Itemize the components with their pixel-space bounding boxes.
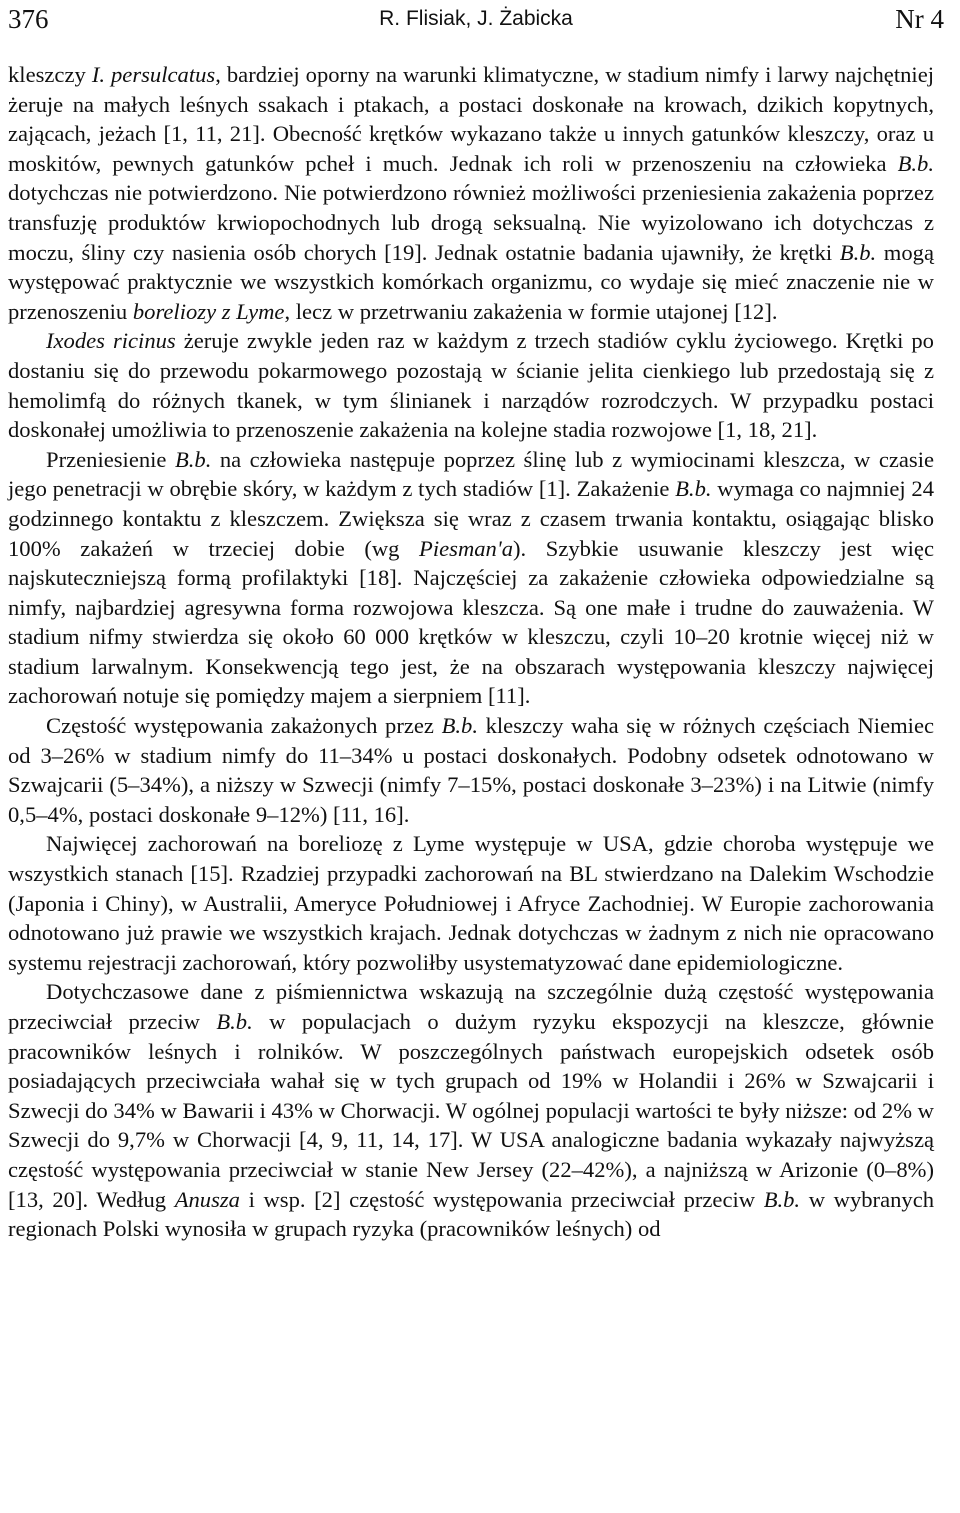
paragraph-p1 [8, 60, 934, 326]
text-run: i wsp. [2] częstość występowania przeciwciał przeciw [239, 1186, 764, 1212]
italic-term: Piesman'a [419, 535, 513, 561]
italic-term: B.b. [675, 476, 712, 502]
italic-term: B.b. [839, 239, 877, 265]
text-run: w wybranych regionach Polski wynosiła w grupach ryzyka (pracowników leśnych) od [8, 1186, 935, 1242]
text-run: Dotychczasowe dane z piśmiennictwa wskazują na szczególnie dużą częstość występowania przeciwciał przeciw [8, 979, 934, 1034]
issue-number: Nr 4 [895, 4, 944, 34]
italic-term: Ixodes ricinus [46, 328, 176, 354]
text-run: Przeniesienie [46, 446, 175, 472]
paragraph-p6 [8, 977, 934, 1243]
text-run: ). Szybkie usuwanie kleszczy jest więc najskuteczniejszą formą profilaktyki [18]. Najczęściej za zakażenie człowieka odpowiedzialne są nimfy, najbardziej agresywna forma rozwojowa kleszcza. Są one małe i trudne do zauważenia. W stadium nifmy stwierdza się około 60 000 krętków w kleszczu, czyli 10–20 krotnie więcej niż w stadium larwalnym. Konsekwencją tego jest, że na obszarach występowania kleszczy najwięcej zachorowań notuje się pomiędzy majem a sierpniem [11]. [8, 535, 934, 709]
italic-term: B.b. [216, 1009, 253, 1034]
paragraph-p3 [8, 445, 934, 711]
italic-term: B.b. [174, 446, 212, 472]
italic-term: B.b. [763, 1186, 801, 1212]
running-authors: R. Flisiak, J. Żabicka [379, 7, 573, 30]
text-run: na człowieka następuje poprzez ślinę lub z wymiocinami kleszcza, w czasie jego penetracji w obrębie skóry, w każdym z tych stadiów [1]. Zakażenie [8, 446, 934, 502]
article-body [8, 60, 934, 1244]
text-run: mogą występować praktycznie we wszystkich komórkach organizmu, co wydaje się mieć znaczenie nie w przenoszeniu [8, 239, 934, 324]
paragraph-p4 [8, 711, 934, 829]
running-header [8, 2, 944, 36]
text-run: Częstość występowania zakażonych przez [46, 713, 442, 739]
text-run: kleszczy [8, 62, 92, 87]
text-run: kleszczy waha się w różnych częściach Niemiec od 3–26% w stadium nimfy do 11–34% u postaci doskonałych. Podobny odsetek odnotowano w Szwajcarii (5–34%), a niższy w Szwecji (nimfy 7–15%, postaci doskonałe 3–23%) i na Litwie (nimfy 0,5–4%, postaci doskonałe 9–12%) [11, 16]. [8, 713, 934, 827]
text-run: wymaga co najmniej 24 godzinnego kontaktu z kleszczem. Zwiększa się wraz z czasem trwania kontaktu, osiągając blisko 100% zakażeń w trzeciej dobie (wg [8, 476, 934, 561]
italic-term: B.b. [441, 713, 478, 739]
italic-term: boreliozy z Lyme [132, 298, 285, 324]
text-run: żeruje zwykle jeden raz w każdym z trzech stadiów cyklu życiowego. Krętki po dostaniu się do przewodu pokarmowego pozostają w ścianie jelita cienkiego lub przedostają się z hemolimfą do różnych tkanek, w tym ślinianek i narządów rozrodczych. W przypadku postaci doskonałej umożliwia to przenoszenie zakażenia na kolejne stadia rozwojowe [1, 18, 21]. [8, 328, 934, 443]
paragraph-p2 [8, 326, 934, 444]
paragraph-p5 [8, 829, 934, 977]
page-number: 376 [8, 4, 49, 34]
italic-term: B.b. [897, 150, 934, 176]
text-run: , lecz w przetrwaniu zakażenia w formie utajonej [12]. [284, 298, 778, 324]
italic-term: I. persulcatus [91, 62, 216, 87]
text-run: w populacjach o dużym ryzyku ekspozycji na kleszcze, głównie pracowników leśnych i rolników. W poszczególnych państwach europejskich odsetek osób posiadających przeciwciała wahał się w tych grupach od 19% w Holandii i 26% w Szwajcarii i Szwecji do 34% w Bawarii i 43% w Chorwacji. W ogólnej populacji wartości te były niższe: od 2% w Szwecji do 9,7% w Chorwacji [4, 9, 11, 14, 17]. W USA analogiczne badania wykazały najwyższą częstość występowania przeciwciał w stanie New Jersey (22–42%), a najniższą w Arizonie (0–8%) [13, 20]. Według [8, 1009, 934, 1212]
italic-term: Anusza [174, 1186, 240, 1212]
text-run: , bardziej oporny na warunki klimatyczne, w stadium nimfy i larwy najchętniej żeruje na małych leśnych ssakach i ptakach, a postaci doskonałe na krowach, dzikich kopytnych, zającach, jeżach [1, 11, 21]. Obecność krętków wykazano także u innych gatunków kleszczy, oraz u moskitów, pewnych gatunków pcheł i much. Jednak ich roli w przenoszeniu na człowieka [8, 62, 934, 176]
text-run: Najwięcej zachorowań na boreliozę z Lyme występuje w USA, gdzie choroba występuje we wszystkich stanach [15]. Rzadziej przypadki zachorowań na BL stwierdzano na Dalekim Wschodzie (Japonia i Chiny), w Australii, Ameryce Południowej i Afryce Zachodniej. W Europie zachorowania odnotowano już prawie we wszystkich krajach. Jednak dotychczas w żadnym z nich nie opracowano systemu rejestracji zachorowań, który pozwoliłby usystematyzować dane epidemiologiczne. [8, 831, 934, 975]
text-run: dotychczas nie potwierdzono. Nie potwierdzono również możliwości przeniesienia zakażenia poprzez transfuzję produktów krwiopochodnych lub drogą seksualną. Nie wyizolowano ich dotychczas z moczu, śliny czy nasienia osób chorych [19]. Jednak ostatnie badania ujawniły, że krętki [8, 180, 934, 265]
